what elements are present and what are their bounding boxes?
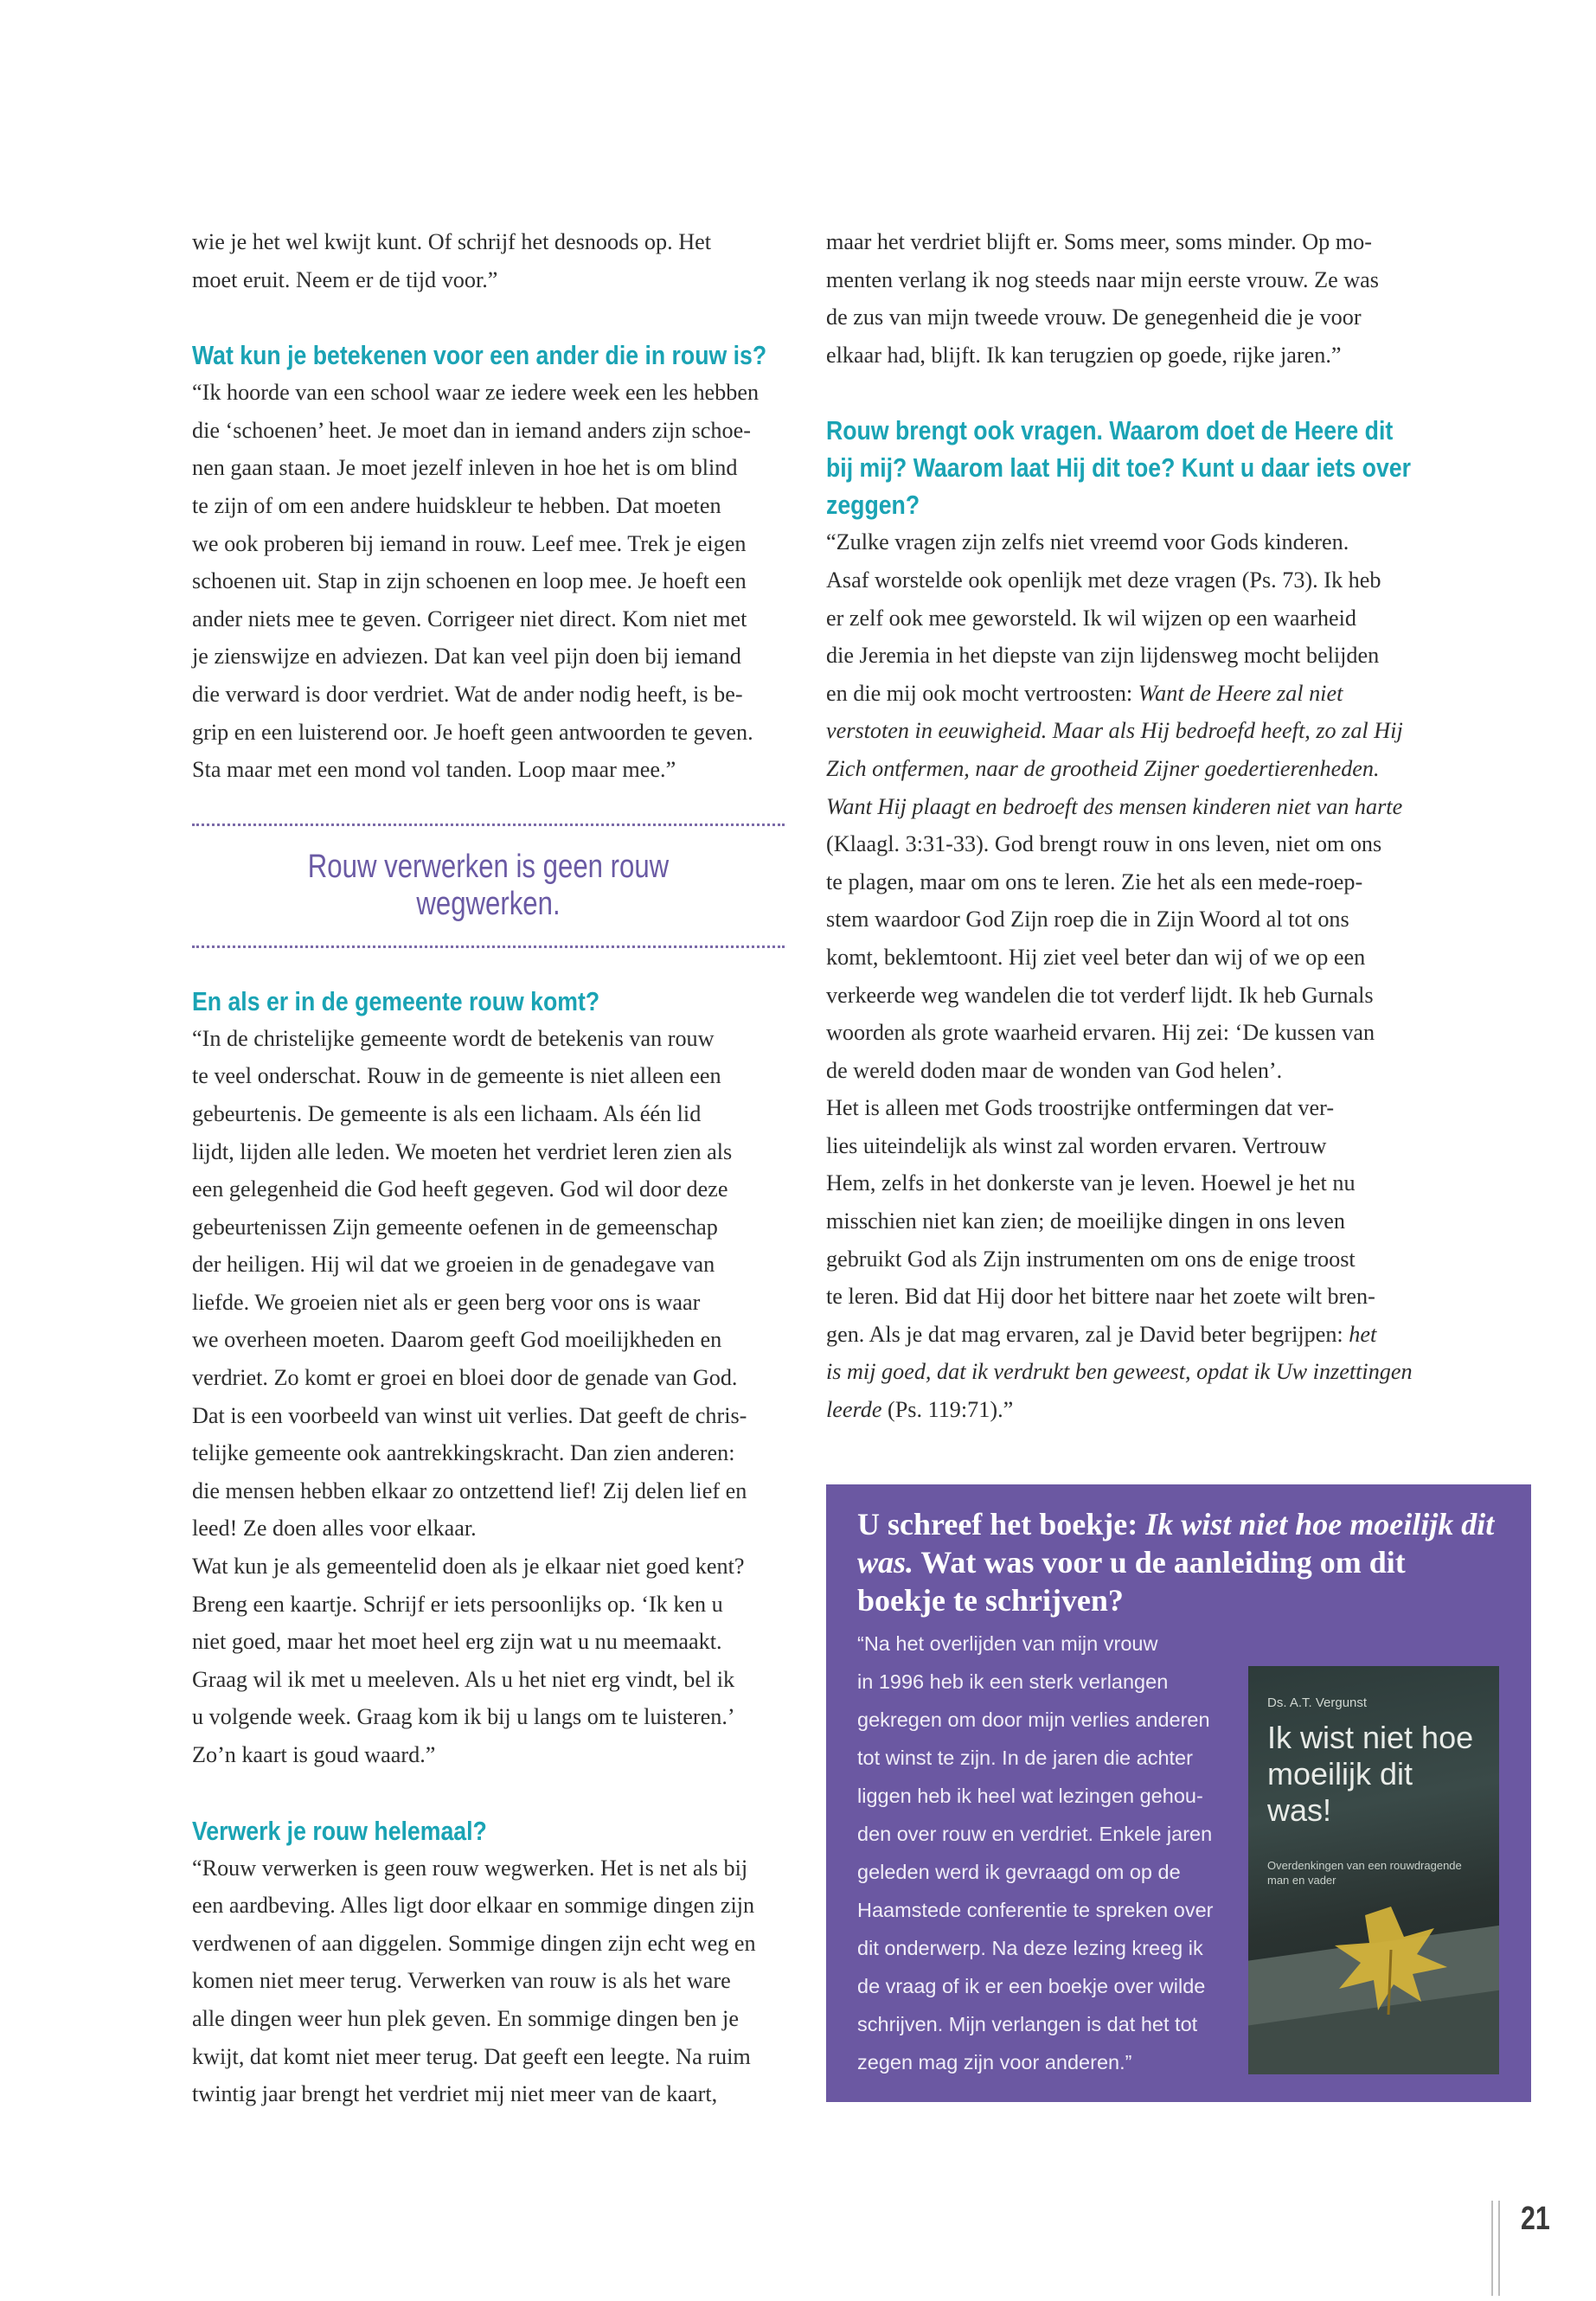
body-line: [826, 1202, 1419, 1240]
body-line: [826, 1089, 1419, 1127]
body-line: telijke gemeente ook aantrekkingskracht. Dan zien anderen:: [192, 1440, 735, 1466]
body-text: er zelf ook mee geworsteld. Ik wil wijzen op een waarheid: [826, 605, 1356, 631]
pull-quote: [192, 824, 785, 948]
box-heading-title: Ik wist niet hoe moeilijk dit was.: [857, 1507, 1495, 1580]
body-line: [826, 599, 1419, 638]
body-line: Graag wil ik met u meeleven. Als u het niet erg vindt, bel ik: [192, 1666, 735, 1692]
box-text-line: tot winst te zijn. In de jaren die achter: [857, 1747, 1193, 1769]
box-text-line: “Na het overlijden van mijn vrouw: [857, 1632, 1158, 1655]
book-title: Ik wist niet hoe moeilijk dit was!: [1267, 1720, 1474, 1828]
page-number-bar: [1491, 2201, 1500, 2296]
body-line: te veel onderschat. Rouw in de gemeente is niet alleen een: [192, 1063, 721, 1089]
question-heading-4-line: Rouw brengt ook vragen. Waarom doet de Heere dit: [826, 415, 1394, 446]
pull-quote-text: Rouw verwerken is geen rouw wegwerken.: [307, 848, 670, 922]
question-heading-1: Wat kun je betekenen voor een ander die in rouw is?: [192, 340, 767, 371]
body-line: [826, 1278, 1419, 1316]
body-line: de zus van mijn tweede vrouw. De genegenheid die je voor: [826, 304, 1362, 330]
body-text: “Zulke vragen zijn zelfs niet vreemd voor Gods kinderen.: [826, 529, 1349, 555]
box-heading: [857, 1505, 1500, 1619]
body-line: [826, 1391, 1419, 1429]
body-line: je zienswijze en adviezen. Dat kan veel pijn doen bij iemand: [192, 644, 741, 670]
box-heading-pre: U schreef het boekje:: [857, 1507, 1146, 1541]
body-line: [826, 1164, 1419, 1202]
scripture-quote: Want de Heere zal niet: [1138, 680, 1343, 706]
leaf-icon: [1326, 1898, 1456, 2019]
body-line: liefde. We groeien niet als er geen berg voor ons is waar: [192, 1289, 701, 1315]
body-line: die ‘schoenen’ heet. Je moet dan in iemand anders zijn schoe-: [192, 417, 751, 443]
body-line: [826, 863, 1419, 901]
book-subtitle: Overdenkingen van een rouwdragende man en vader: [1267, 1859, 1462, 1887]
body-line: komen niet meer terug. Verwerken van rouw is als het ware: [192, 1968, 731, 1994]
body-line: [826, 1127, 1419, 1165]
body-text: die Jeremia in het diepste van zijn lijdensweg mocht belijden: [826, 643, 1380, 669]
question-heading-4-line: zeggen?: [826, 490, 920, 521]
box-text-line: de vraag of ik er een boekje over wilde: [857, 1975, 1206, 1997]
body-line: menten verlang ik nog steeds naar mijn eerste vrouw. Ze was: [826, 266, 1379, 292]
answer-2: [192, 1020, 785, 1774]
scripture-quote: Want Hij plaagt en bedroeft des mensen kinderen niet van harte: [826, 793, 1403, 819]
body-line: verdwenen of aan diggelen. Sommige dingen zijn echt weg en: [192, 1930, 756, 1956]
body-line: we ook proberen bij iemand in rouw. Leef mee. Trek je eigen: [192, 530, 747, 556]
body-text: te plagen, maar om ons te leren. Zie het als een mede-roep-: [826, 868, 1363, 894]
body-text: gen. Als je dat mag ervaren, zal je David beter begrijpen:: [826, 1321, 1349, 1347]
body-text: (Klaagl. 3:31-33). God brengt rouw in ons leven, niet om ons: [826, 831, 1382, 857]
box-text-line: geleden werd ik gevraagd om op de: [857, 1861, 1181, 1883]
answer-3: [192, 1849, 785, 2113]
body-line: ander niets mee te geven. Corrigeer niet direct. Kom niet met: [192, 606, 747, 631]
question-heading-2: En als er in de gemeente rouw komt?: [192, 985, 600, 1016]
question-heading-3: Verwerk je rouw helemaal?: [192, 1815, 487, 1846]
answer-1: [192, 374, 785, 789]
body-line: we overheen moeten. Daarom geeft God moeilijkheden en: [192, 1327, 722, 1353]
box-text-line: den over rouw en verdriet. Enkele jaren: [857, 1823, 1213, 1845]
box-text-line: in 1996 heb ik een sterk verlangen: [857, 1670, 1169, 1693]
body-line: Dat is een voorbeeld van winst uit verlies. Dat geeft de chris-: [192, 1402, 747, 1428]
body-line: een aardbeving. Alles ligt door elkaar en sommige dingen zijn: [192, 1893, 755, 1919]
body-text: de wereld doden maar de wonden van God helen’.: [826, 1057, 1283, 1083]
box-text-line: schrijven. Mijn verlangen is dat het tot: [857, 2013, 1198, 2035]
body-line: “Rouw verwerken is geen rouw wegwerken. Het is net als bij: [192, 1855, 748, 1881]
body-line: [826, 1014, 1419, 1052]
body-text: Asaf worstelde ook openlijk met deze vragen (Ps. 73). Ik heb: [826, 567, 1381, 593]
body-line: gebeurtenis. De gemeente is als een lichaam. Als één lid: [192, 1100, 702, 1126]
body-line: Sta maar met een mond vol tanden. Loop maar mee.”: [192, 757, 676, 783]
body-line: der heiligen. Hij wil dat we groeien in de genadegave van: [192, 1252, 715, 1278]
scripture-quote: het: [1349, 1321, 1377, 1347]
body-text: misschien niet kan zien; de moeilijke dingen in ons leven: [826, 1208, 1345, 1234]
body-line: moet eruit. Neem er de tijd voor.”: [192, 266, 498, 292]
body-line: [826, 523, 1419, 561]
body-line: grip en een luisterend oor. Je hoeft geen antwoorden te geven.: [192, 719, 753, 745]
box-text-line: zegen mag zijn voor anderen.”: [857, 2051, 1132, 2073]
body-line: [826, 977, 1419, 1015]
right-intro: [826, 223, 1419, 374]
body-line: [826, 1240, 1419, 1279]
body-line: een gelegenheid die God heeft gegeven. God wil door deze: [192, 1176, 728, 1202]
body-line: nen gaan staan. Je moet jezelf inleven in hoe het is om blind: [192, 455, 738, 481]
body-text: woorden als grote waarheid ervaren. Hij zei: ‘De kussen van: [826, 1020, 1375, 1046]
body-text: Het is alleen met Gods troostrijke ontfermingen dat ver-: [826, 1095, 1335, 1121]
scripture-quote: is mij goed, dat ik verdrukt ben geweest, opdat ik Uw inzettingen: [826, 1359, 1413, 1385]
body-line: alle dingen weer hun plek geven. En sommige dingen ben je: [192, 2005, 739, 2031]
question-heading-4-line: bij mij? Waarom laat Hij dit toe? Kunt u daar iets over: [826, 452, 1411, 484]
body-line: Wat kun je als gemeentelid doen als je elkaar niet goed kent?: [192, 1554, 745, 1580]
body-line: [826, 561, 1419, 599]
body-line: verdriet. Zo komt er groei en bloei door de genade van God.: [192, 1365, 738, 1391]
body-line: die verward is door verdriet. Wat de ander nodig heeft, is be-: [192, 681, 743, 707]
box-text-line: gekregen om door mijn verlies anderen: [857, 1708, 1210, 1731]
body-line: wie je het wel kwijt kunt. Of schrijf het desnoods op. Het: [192, 229, 712, 254]
interview-box: [826, 1484, 1531, 2102]
body-line: “In de christelijke gemeente wordt de betekenis van rouw: [192, 1025, 715, 1051]
body-text: komt, beklemtoont. Hij ziet veel beter dan wij of we op een: [826, 944, 1366, 970]
body-line: maar het verdriet blijft er. Soms meer, soms minder. Op mo-: [826, 229, 1372, 254]
page-number: 21: [1521, 2201, 1550, 2237]
body-line: [826, 901, 1419, 939]
body-text: (Ps. 119:71).”: [881, 1397, 1014, 1423]
body-line: [826, 788, 1419, 826]
body-text: lies uiteindelijk als winst zal worden ervaren. Vertrouw: [826, 1132, 1327, 1158]
box-heading-post: Wat was voor u de aanleiding om dit boekje te schrijven?: [857, 1545, 1406, 1618]
scripture-quote: Zich ontfermen, naar de grootheid Zijner goedertierenheden.: [826, 755, 1380, 781]
left-column: [192, 223, 785, 2113]
body-line: [826, 637, 1419, 675]
body-line: kwijt, dat komt niet meer terug. Dat geeft een leegte. Na ruim: [192, 2043, 751, 2069]
body-text: en die mij ook mocht vertroosten:: [826, 680, 1138, 706]
box-text-line: dit onderwerp. Na deze lezing kreeg ik: [857, 1937, 1203, 1959]
body-text: verkeerde weg wandelen die tot verderf lijdt. Ik heb Gurnals: [826, 982, 1374, 1008]
body-line: die mensen hebben elkaar zo ontzettend lief! Zij delen lief en: [192, 1477, 747, 1503]
body-line: twintig jaar brengt het verdriet mij niet meer van de kaart,: [192, 2081, 718, 2107]
body-line: [826, 712, 1419, 750]
body-line: lijdt, lijden alle leden. We moeten het verdriet leren zien als: [192, 1138, 733, 1164]
body-line: “Ik hoorde van een school waar ze iedere week een les hebben: [192, 380, 760, 406]
body-line: leed! Ze doen alles voor elkaar.: [192, 1516, 477, 1541]
right-column: [826, 223, 1419, 1429]
body-line: schoenen uit. Stap in zijn schoenen en loop mee. Je hoeft een: [192, 568, 747, 594]
body-line: [826, 1353, 1419, 1391]
question-heading-4: [826, 412, 1419, 523]
scripture-quote: verstoten in eeuwigheid. Maar als Hij bedroefd heeft, zo zal Hij: [826, 718, 1403, 744]
body-line: [826, 1316, 1419, 1354]
body-line: gebeurtenissen Zijn gemeente oefenen in de gemeenschap: [192, 1214, 718, 1240]
body-text: te leren. Bid dat Hij door het bittere naar het zoete wilt bren-: [826, 1284, 1375, 1310]
body-line: elkaar had, blijft. Ik kan terugzien op goede, rijke jaren.”: [826, 342, 1342, 368]
body-line: [826, 939, 1419, 977]
body-text: Hem, zelfs in het donkerste van je leven. Hoewel je het nu: [826, 1170, 1356, 1196]
body-line: Zo’n kaart is goud waard.”: [192, 1742, 436, 1767]
body-text: gebruikt God als Zijn instrumenten om ons de enige troost: [826, 1246, 1356, 1272]
body-line: [826, 675, 1419, 713]
book-author: Ds. A.T. Vergunst: [1267, 1695, 1368, 1710]
body-line: [826, 825, 1419, 863]
body-text: stem waardoor God Zijn roep die in Zijn Woord al tot ons: [826, 907, 1349, 933]
scripture-quote: leerde: [826, 1397, 882, 1423]
body-line: u volgende week. Graag kom ik bij u langs om te luisteren.’: [192, 1704, 735, 1730]
box-text: [857, 1625, 1234, 2081]
body-line: [826, 1052, 1419, 1090]
box-text-line: Haamstede conferentie te spreken over: [857, 1899, 1214, 1921]
box-text-line: liggen heb ik heel wat lezingen gehou-: [857, 1785, 1203, 1807]
body-line: te zijn of om een andere huidskleur te hebben. Dat moeten: [192, 492, 721, 518]
book-cover-image: [1248, 1666, 1499, 2074]
left-intro: [192, 223, 785, 298]
body-line: niet goed, maar het moet heel erg zijn wat u nu meemaakt.: [192, 1629, 722, 1655]
body-line: [826, 750, 1419, 788]
body-line: Breng een kaartje. Schrijf er iets persoonlijks op. ‘Ik ken u: [192, 1591, 723, 1617]
answer-4: [826, 523, 1419, 1428]
